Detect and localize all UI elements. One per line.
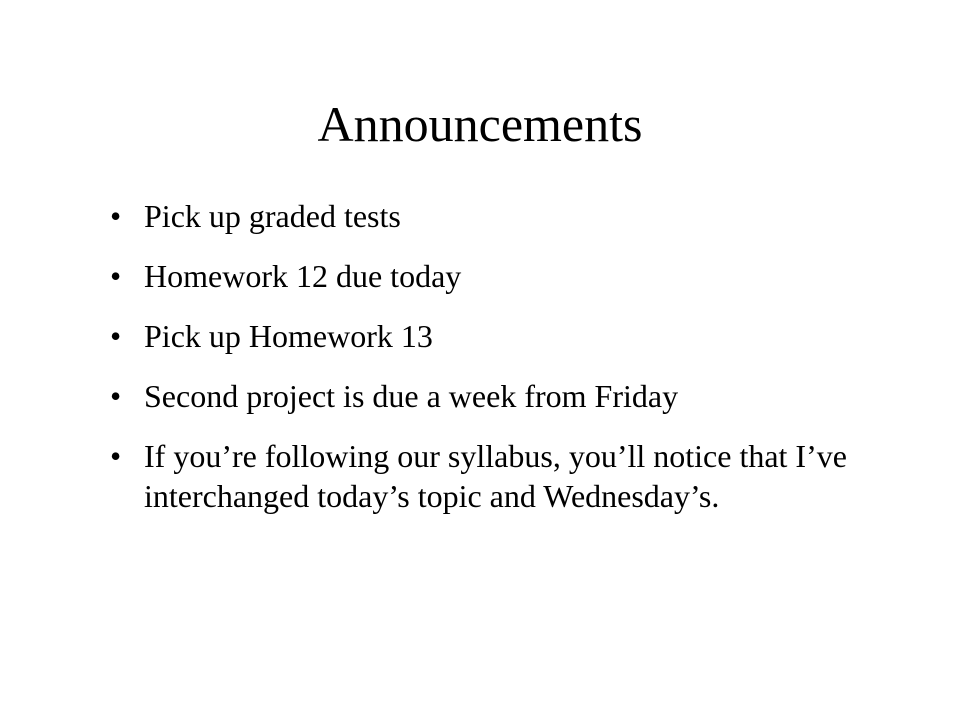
bullet-icon: • [110,198,122,234]
list-item-text: Homework 12 due today [144,258,462,294]
list-item [110,316,890,356]
list-item [110,376,890,416]
list-item [110,436,890,516]
bullet-icon: • [110,258,122,294]
list-item [110,256,890,296]
slide-title: Announcements [317,96,643,152]
bullet-icon: • [110,318,122,354]
bullet-list [110,196,890,536]
list-item-text: Pick up graded tests [144,198,401,234]
list-item-text: Second project is due a week from Friday [144,378,679,414]
list-item-text: If you’re following our syllabus, you’ll notice that I’ve interchanged today’s topic and Wednesday’s. [144,438,847,514]
list-item [110,196,890,236]
list-item-text: Pick up Homework 13 [144,318,433,354]
bullet-icon: • [110,378,122,414]
bullet-icon: • [110,438,122,474]
